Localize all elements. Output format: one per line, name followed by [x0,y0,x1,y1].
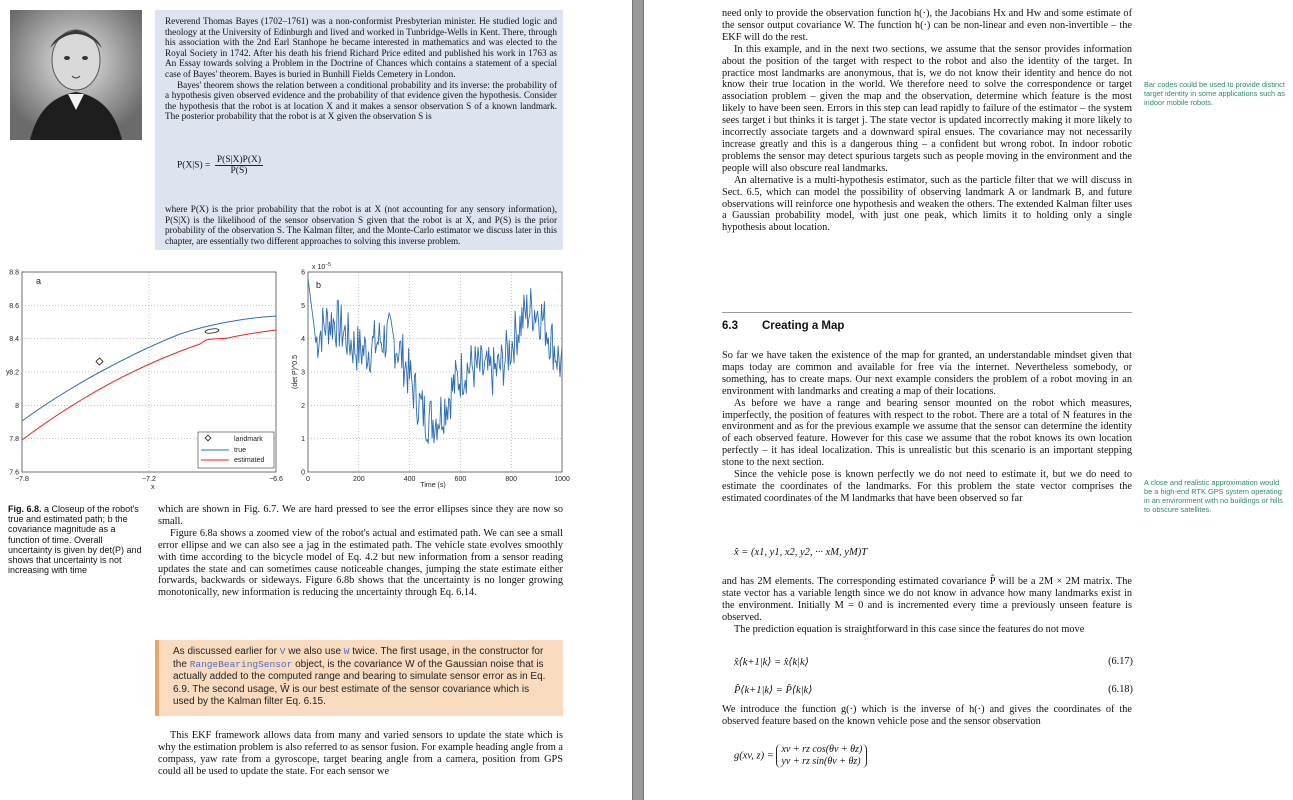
fig-b-ylabel: (det P)^0.5 [292,354,299,390]
fig-a-panel-label: a [36,276,42,286]
implementation-note-box [155,640,563,716]
equation-6-18: P̂⟨k+1|k⟩ = P̂⟨k|k⟩ [734,685,813,696]
state-vector-equation: x̂ = (x1, y1, x2, y2, ··· xM, yM)T [734,547,868,558]
formula-lhs: P(X|S) = [177,160,211,171]
x-tick-label: 1000 [554,476,570,483]
y-tick-label: 3 [301,369,305,377]
section-number: 6.3 [722,320,738,332]
body-paragraph-1: which are shown in Fig. 6.7. We are hard pressed to see the error ellipses since they are now so small. [158,504,563,527]
bio-paragraph-3: where P(X) is the prior probability that the robot is at X (not accounting for any sensory information), P(S|X) is the likelihood of the sensor observation S given that the robot is at X, and P(S) is the prior probability of the observation S. The Kalman filter, and the Monte-Carlo estimator we discuss later in this chapter, are essentially two different approaches to solving this inverse problem. [165,204,557,246]
body-paragraph-3: This EKF framework allows data from many and varied sensors to update the state which is why the estimation problem is also referred to as sensor fusion. For example heading angle from a compass, yaw rate from a gyroscope, target bearing angle from a camera, position from GPS could all be used to update the state. For each sensor we [158,730,563,777]
x-tick-label: 600 [454,476,467,483]
margin-note-barcodes: Bar codes could be used to provide distinct target identity in some applications such as indoor mobile robots. [1144,80,1285,107]
y-tick-label: 8.6 [9,302,19,310]
fig-a-legend [198,432,274,468]
y-tick-label: 8.2 [9,369,19,377]
y-tick-label: 8 [15,402,19,410]
right-paragraph-6: Since the vehicle pose is known perfectly we do not need to estimate it, but we do need to estimate the coordinates of the landmarks. For this problem the state vector comprises the estimated coordinates of the M landmarks that have been observed so far [722,469,1132,504]
y-tick-label: 2 [301,402,305,410]
right-paragraph-3: An alternative is a multi-hypothesis estimator, such as the particle filter that we will discuss in Sect. 6.5, which can model the possibility of observing landmark A or landmark B, and future observations will reinforce one hypothesis and weaken the others. The extended Kalman filter uses a Gaussian probability model, with just one peak, which limits it to holding only a single hypothesis about location. [722,174,1132,234]
fig-b-panel-label: b [316,280,322,290]
bayes-portrait [10,10,142,140]
body-right-2 [722,350,1132,505]
right-paragraph-5: As before we have a range and bearing sensor mounted on the robot which measures, imperfectly, the position of features with respect to the robot. There are a total of N features in the environment and as for the previous example we assume that the sensor can determine the identity of each observed feature. However for this case we assume that the robot knows its own location perfectly – it has ideal localization. This is unrealistic but this scenario is an important stepping stone to the next section. [722,397,1132,469]
right-paragraph-8: The prediction equation is straightforward in this case since the features do not move [734,623,1085,635]
legend-landmark: landmark [234,436,263,443]
left-page [0,0,632,800]
y-tick-label: 6 [301,269,305,277]
caption-label: Fig. 6.8. [8,504,42,514]
right-page [644,0,1293,800]
inverse-function-equation: g(xv, z) = xv + rz cos(θv + θz) yv + rz sin(θv + θz) [734,744,867,768]
y-tick-label: 7.8 [9,436,19,444]
equation-6-17-number: (6.17) [1108,656,1133,667]
x-tick-label: 400 [403,476,416,483]
x-tick-label: 800 [505,476,518,483]
implementation-note-text: As discussed earlier for V we also use W twice. The first usage, in the constructor for the RangeBearingSensor object, is the covariance W of the Gaussian noise that is actually added to the computed range and bearing to simulate sensor error as in Eq. 6.9. The second usage, Ŵ is our best estimate of the sensor covariance which is used by the Kalman filter Eq. 6.15. [173,646,546,707]
bio-paragraph-1: Reverend Thomas Bayes (1702–1761) was a non-conformist Presbyterian minister. He studied logic and theology at the University of Edinburgh and lived and worked in Tunbridge-Wells in Kent. There, through his association with the 2nd Earl Stanhope he became interested in mathematics and was elected to the Royal Society in 1742. After his death his friend Richard Price edited and published his work in 1763 as An Essay towards solving a Problem in the Doctrine of Chances which contains a statement of a special case of Bayes' theorem. Bayes is buried in Bunhill Fields Cemetery in London. [165,16,557,79]
y-tick-label: 8.8 [9,269,19,277]
section-rule [722,312,1132,313]
body-left-1 [158,504,563,599]
x-tick-label: −7.2 [142,476,156,483]
formula-denominator: P(S) [230,166,248,176]
right-paragraph-4: So far we have taken the existence of the map for granted, an understandable mindset given that maps today are common and available for free via the internet. Nevertheless somebody, or something, has to create maps. Our next example considers the problem of a robot moving in an environment with landmarks and creating a map of their locations. [722,350,1132,397]
fig-a-xlabel: x [151,484,155,491]
right-paragraph-1: need only to provide the observation function h(·), the Jacobians Hx and Hw and some estimate of the sensor output covariance W. The function h(·) can be non-linear and even non-invertible – the EKF will do the rest. [722,8,1132,43]
bio-paragraph-2: Bayes' theorem shows the relation between a conditional probability and its inverse: the probability of a hypothesis given observed evidence and the probability of that evidence given the hypothesis. Consider the hypothesis that the robot is at location X and it makes a sensor observation S of a known landmark. The posterior probability that the robot is at X given the observation S is [165,79,557,122]
body-right-1 [722,8,1132,234]
margin-note-rtk-gps: A close and realistic approximation would be a high-end RTK GPS system operating in an environment with no buildings or hills to obscure satellites. [1144,478,1283,514]
right-paragraph-2: In this example, and in the next two sections, we assume that the sensor provides information about the position of the target with respect to the robot and also the identity of the target. In practice most landmarks are anonymous, that is, we do not know their identity and hence do not know their true location in the world. We therefore need to solve the correspondence or target association problem – given the map and the observation, determine which feature is the most likely to have been seen. Errors in this step can lead rapidly to failure of the estimator – the system sees target i but thinks it is target j. The state vector is updated incorrectly making it more likely to incorrectly associate targets and a downward spiral ensues. The covariance may not necessarily increase greatly and this is a dangerous thing – a confident but wrong robot. In indoor robotic problems the sensor may detect spurious targets such as people moving in the environment and the people will also obscure real landmarks. [722,43,1132,174]
x-tick-label: 0 [306,476,310,483]
page-gutter [632,0,644,800]
body-right-3 [722,576,1132,636]
y-tick-label: 5 [301,302,305,310]
y-tick-label: 4 [301,336,305,344]
x-tick-label: −6.6 [269,476,283,483]
y-tick-label: 0 [301,469,305,477]
legend-true: true [234,447,247,454]
bayes-formula [177,155,263,176]
x-tick-label: −7.8 [15,476,29,483]
figure-6-8b [286,258,576,493]
fig-b-xlabel: Time (s) [420,482,446,489]
equation-6-17: x̂⟨k+1|k⟩ = x̂⟨k|k⟩ [734,657,809,668]
section-title: Creating a Map [762,320,845,332]
y-tick-label: 7.6 [9,469,19,477]
figure-6-8a [0,258,290,493]
fig-a-ylabel: y [6,369,10,376]
right-paragraph-9: We introduce the function g(·) which is the inverse of h(·) and gives the coordinates of the observed feature based on the known vehicle pose and the sensor observation [722,704,1132,727]
fig-b-exponent: x $10^{-5}$ [312,262,331,271]
formula-numerator: P(S|X)P(X) [216,155,262,165]
body-paragraph-2: Figure 6.8a shows a zoomed view of the robot's actual and estimated path. We can see a small error ellipse and we can also see a jag in the estimated path. The vehicle state evolves smoothly with time according to the bicycle model of Eq. 4.2 but new information from a sensor reading updates the state and can sometimes cause noticeable changes, jumping the state estimate either forwards, backwards or sideways. Figure 6.8b shows that the uncertainty is no longer growing monotonically, new information is reducing the uncertainty through Eq. 6.14. [158,527,563,599]
y-tick-label: 8.4 [9,336,19,344]
bayes-bio-box [155,10,563,250]
right-paragraph-7: and has 2M elements. The corresponding estimated covariance P̂ will be a 2M × 2M matrix. The state vector has a variable length since we do not know in advance how many landmarks exist in the environment. Initially M = 0 and is incremented every time a previously unseen feature is observed. [722,576,1132,623]
y-tick-label: 1 [301,436,305,444]
equation-6-18-number: (6.18) [1108,684,1133,695]
x-tick-label: 200 [352,476,365,483]
caption-text: a Closeup of the robot's true and estimated path; b the covariance magnitude as a function of time. Overall uncertainty is given by det(P) and shows that uncertainty is not increasing with time [8,504,142,576]
figure-caption [8,504,144,575]
section-heading [722,320,844,332]
legend-estimated: estimated [234,457,265,464]
